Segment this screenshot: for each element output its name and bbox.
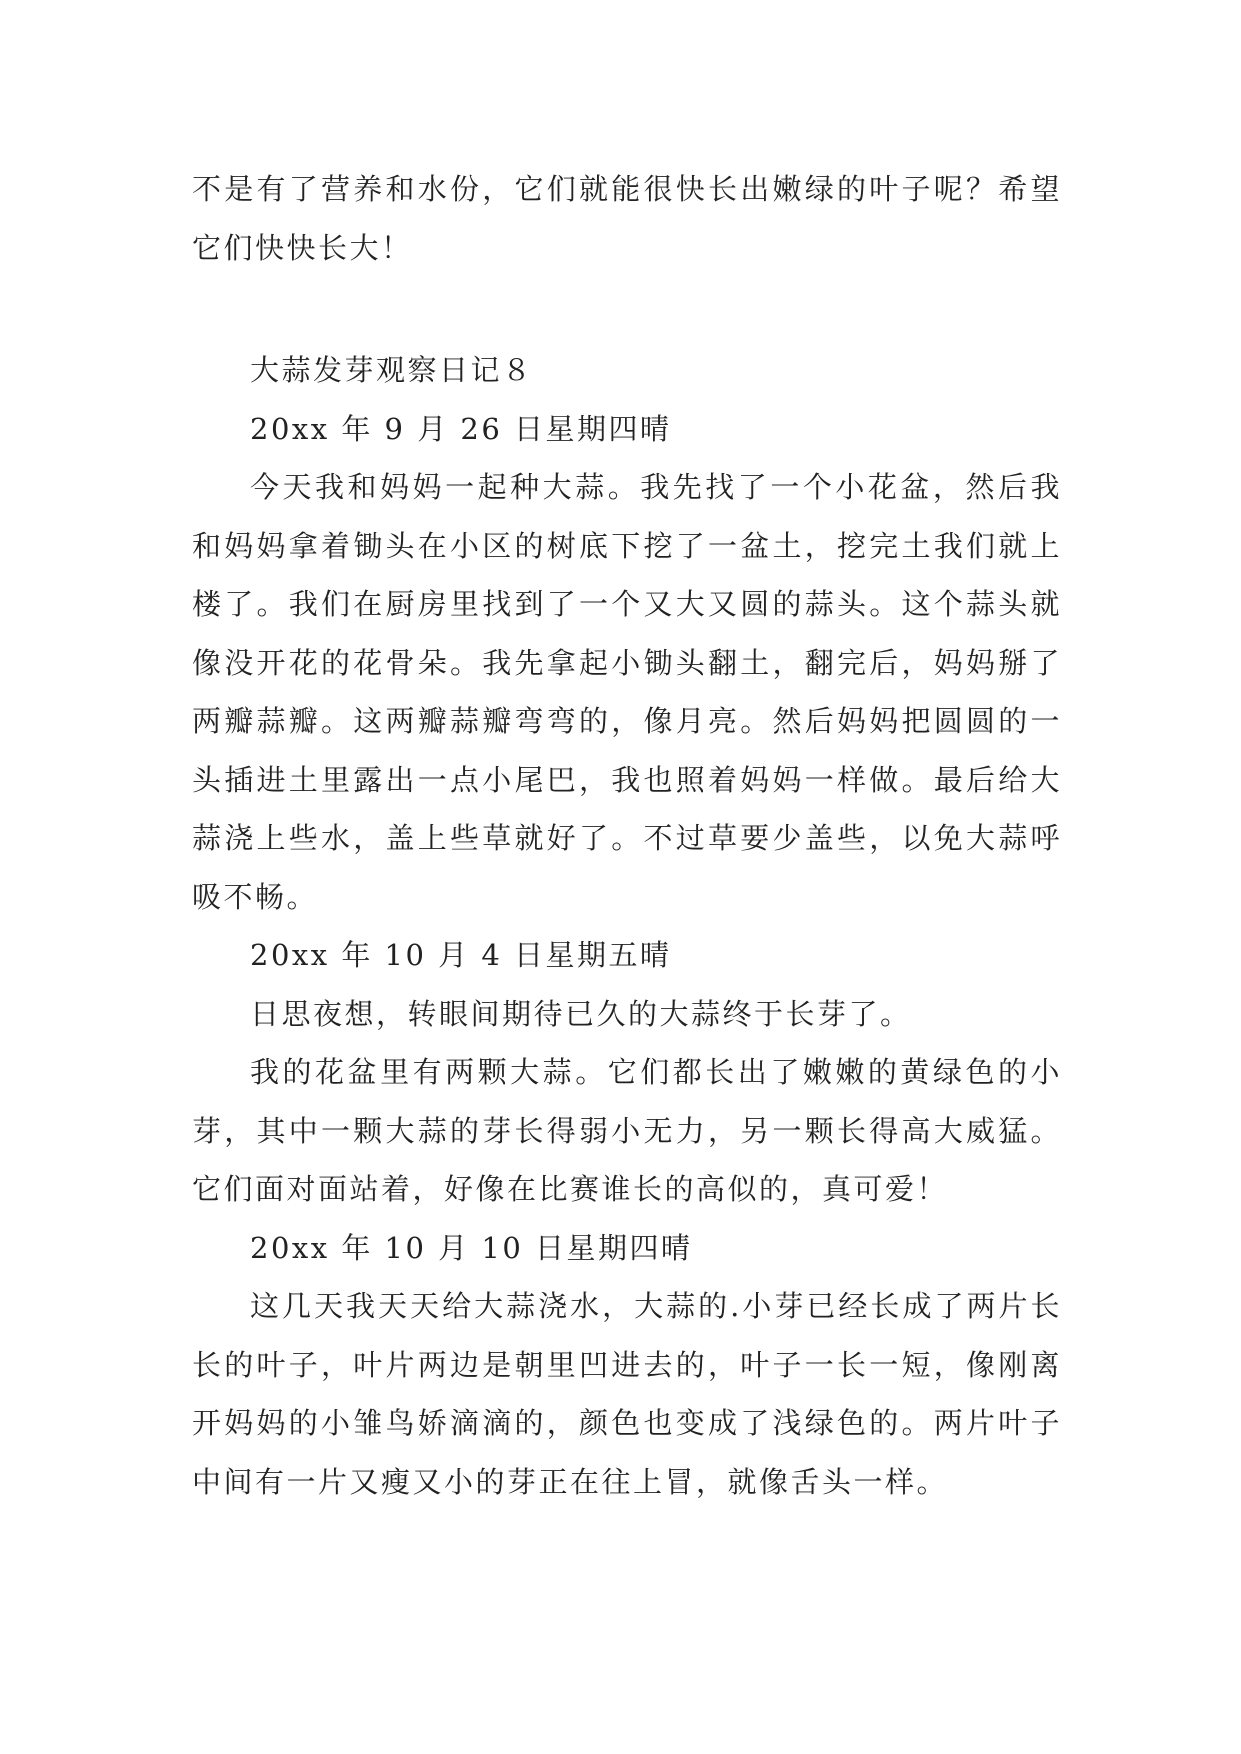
document-body (192, 160, 1062, 1511)
diary-entry-2b: 我的花盆里有两颗大蒜。它们都长出了嫩嫩的黄绿色的小芽，其中一颗大蒜的芽长得弱小无力，另一颗长得高大威猛。它们面对面站着，好像在比赛谁长的高似的，真可爱！ (192, 1055, 1062, 1206)
diary-entry-3: 这几天我天天给大蒜浇水，大蒜的.小芽已经长成了两片长长的叶子，叶片两边是朝里凹进去的，叶子一长一短，像刚离开妈妈的小雏鸟娇滴滴的，颜色也变成了浅绿色的。两片叶子中间有一片又瘦又小的芽正在往上冒，就像舌头一样。 (192, 1289, 1062, 1499)
paragraph-continuation: 不是有了营养和水份，它们就能很快长出嫩绿的叶子呢？希望它们快快长大！ (192, 172, 1062, 265)
section-spacer (192, 277, 1062, 341)
diary-date-2: 20xx 年 10 月 4 日星期五晴 (250, 938, 672, 972)
diary-title: 大蒜发芽观察日记８ (250, 353, 534, 387)
diary-entry-1: 今天我和妈妈一起种大蒜。我先找了一个小花盆，然后我和妈妈拿着锄头在小区的树底下挖了一盆土，挖完土我们就上楼了。我们在厨房里找到了一个又大又圆的蒜头。这个蒜头就像没开花的花骨朵。我先拿起小锄头翻土，翻完后，妈妈掰了两瓣蒜瓣。这两瓣蒜瓣弯弯的，像月亮。然后妈妈把圆圆的一头插进土里露出一点小尾巴，我也照着妈妈一样做。最后给大蒜浇上些水，盖上些草就好了。不过草要少盖些，以免大蒜呼吸不畅。 (192, 470, 1062, 914)
diary-date-3: 20xx 年 10 月 10 日星期四晴 (250, 1230, 693, 1265)
diary-entry-2a: 日思夜想，转眼间期待已久的大蒜终于长芽了。 (250, 996, 912, 1031)
diary-date-1: 20xx 年 9 月 26 日星期四晴 (250, 411, 672, 446)
